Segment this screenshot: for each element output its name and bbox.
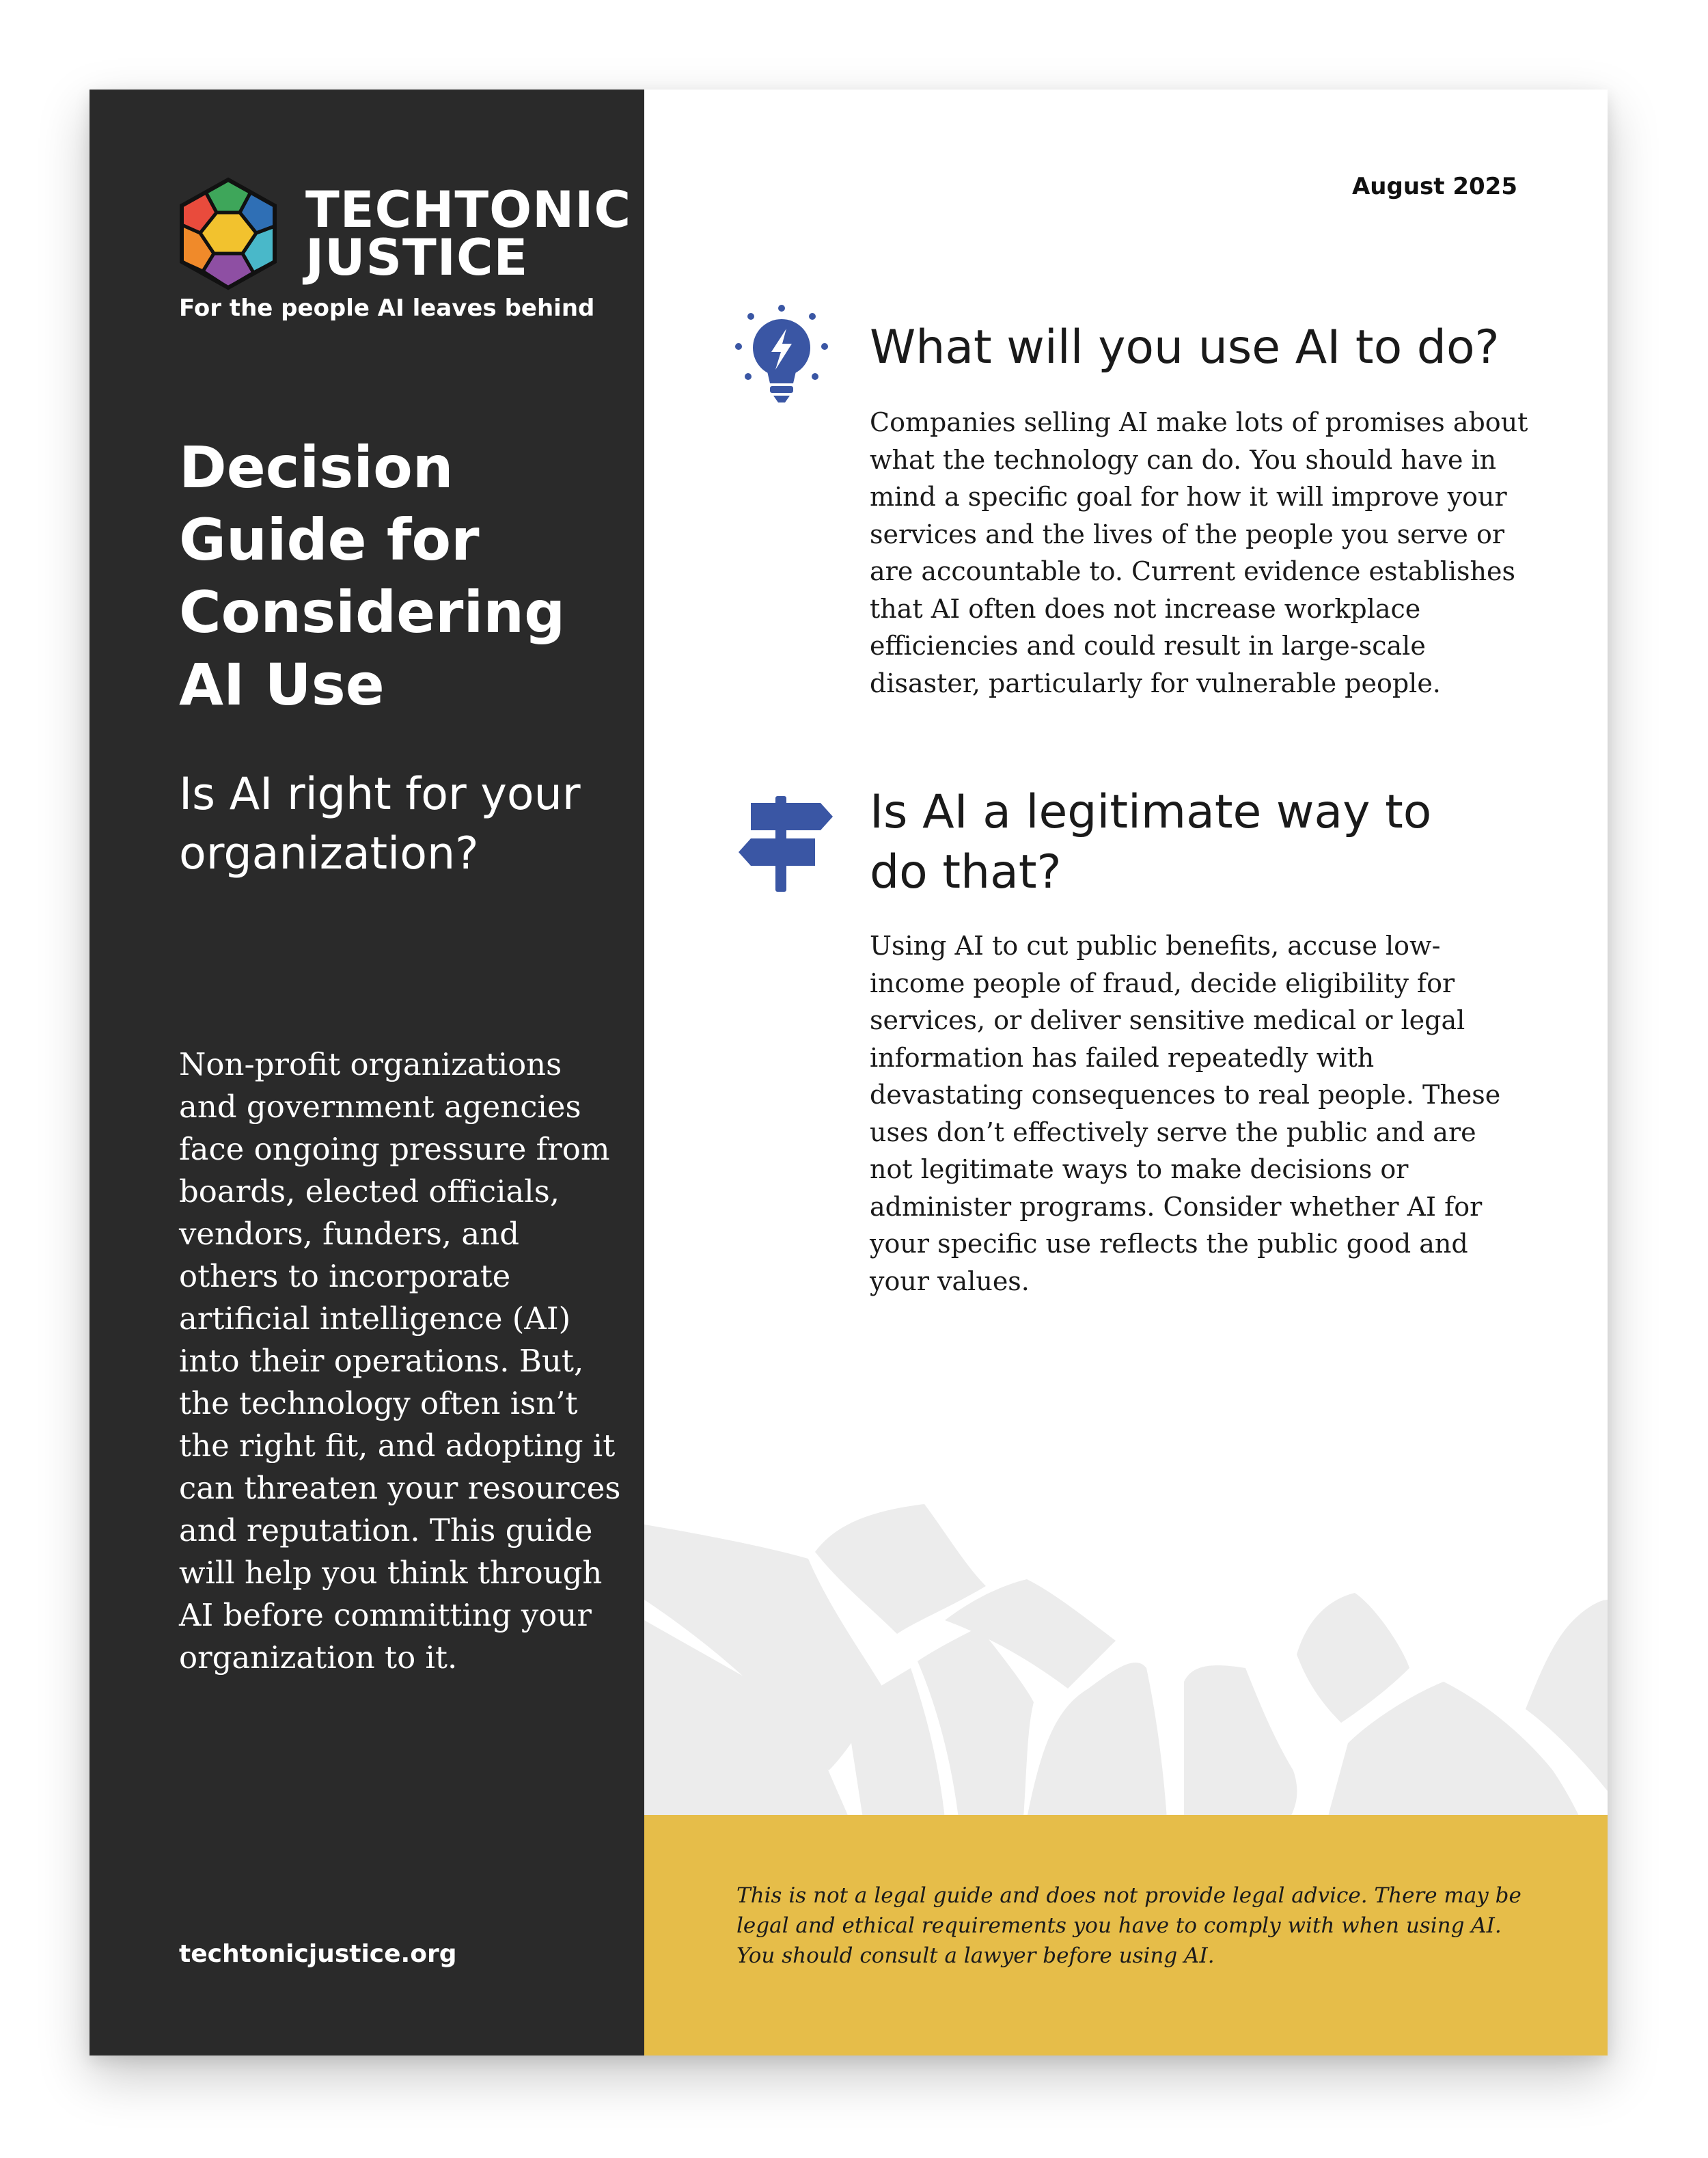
document-subtitle: Is AI right for your organization? (179, 769, 581, 879)
document-page (89, 90, 1608, 2055)
section-heading-ai-legitimacy: Is AI a legitimate way to do that? (870, 785, 1432, 899)
document-title: Decision Guide for Considering AI Use (179, 434, 566, 718)
website-link[interactable]: techtonicjustice.org (179, 1940, 457, 1968)
cover-sidebar (89, 90, 644, 2055)
brand-name-line2: JUSTICE (305, 229, 529, 287)
section-body-ai-purpose: Companies selling AI make lots of promises about what the technology can do. You should have in mind a specific goal for how it will improve your services and the lives of the people you serve or are accountable to. Current evidence establishes that AI often does not increase workplace efficiencies and could result in large-scale disaster, particularly for vulnerable people. (870, 407, 1528, 698)
lightbulb-icon (730, 300, 833, 409)
brand-name-line1: TECHTONIC (305, 181, 632, 239)
brand-wordmark (305, 181, 632, 287)
section-heading-ai-purpose: What will you use AI to do? (870, 320, 1500, 374)
publication-date: August 2025 (1351, 173, 1517, 200)
techtonic-justice-logo-icon (177, 177, 279, 290)
section-body-ai-legitimacy: Using AI to cut public benefits, accuse low-income people of fraud, decide eligibility for services, or deliver sensitive medical or legal information has failed repeatedly with devastating consequences to real people. These uses don’t effectively serve the public and are not legitimate ways to make decisions or administer programs. Consider whether AI for your specific use reflects the public good and your values. (870, 931, 1501, 1296)
legal-disclaimer: This is not a legal guide and does not provide legal advice. There may be legal and ethical requirements you have to comply with when using AI. You should consult a lawyer before using AI. (736, 1883, 1521, 1968)
intro-paragraph: Non-profit organizations and government agencies face ongoing pressure from boards, elected officials, vendors, funders, and others to incorporate artificial intelligence (AI) into their operations. But, the technology often isn’t the right fit, and adopting it can threaten your resources and reputation. This guide will help you think through AI before committing your organization to it. (179, 1046, 621, 1676)
brand-tagline: For the people AI leaves behind (179, 295, 595, 322)
decorative-stone-pattern (644, 1484, 1608, 1818)
disclaimer-band (644, 1815, 1608, 2055)
signpost-icon (734, 793, 837, 894)
